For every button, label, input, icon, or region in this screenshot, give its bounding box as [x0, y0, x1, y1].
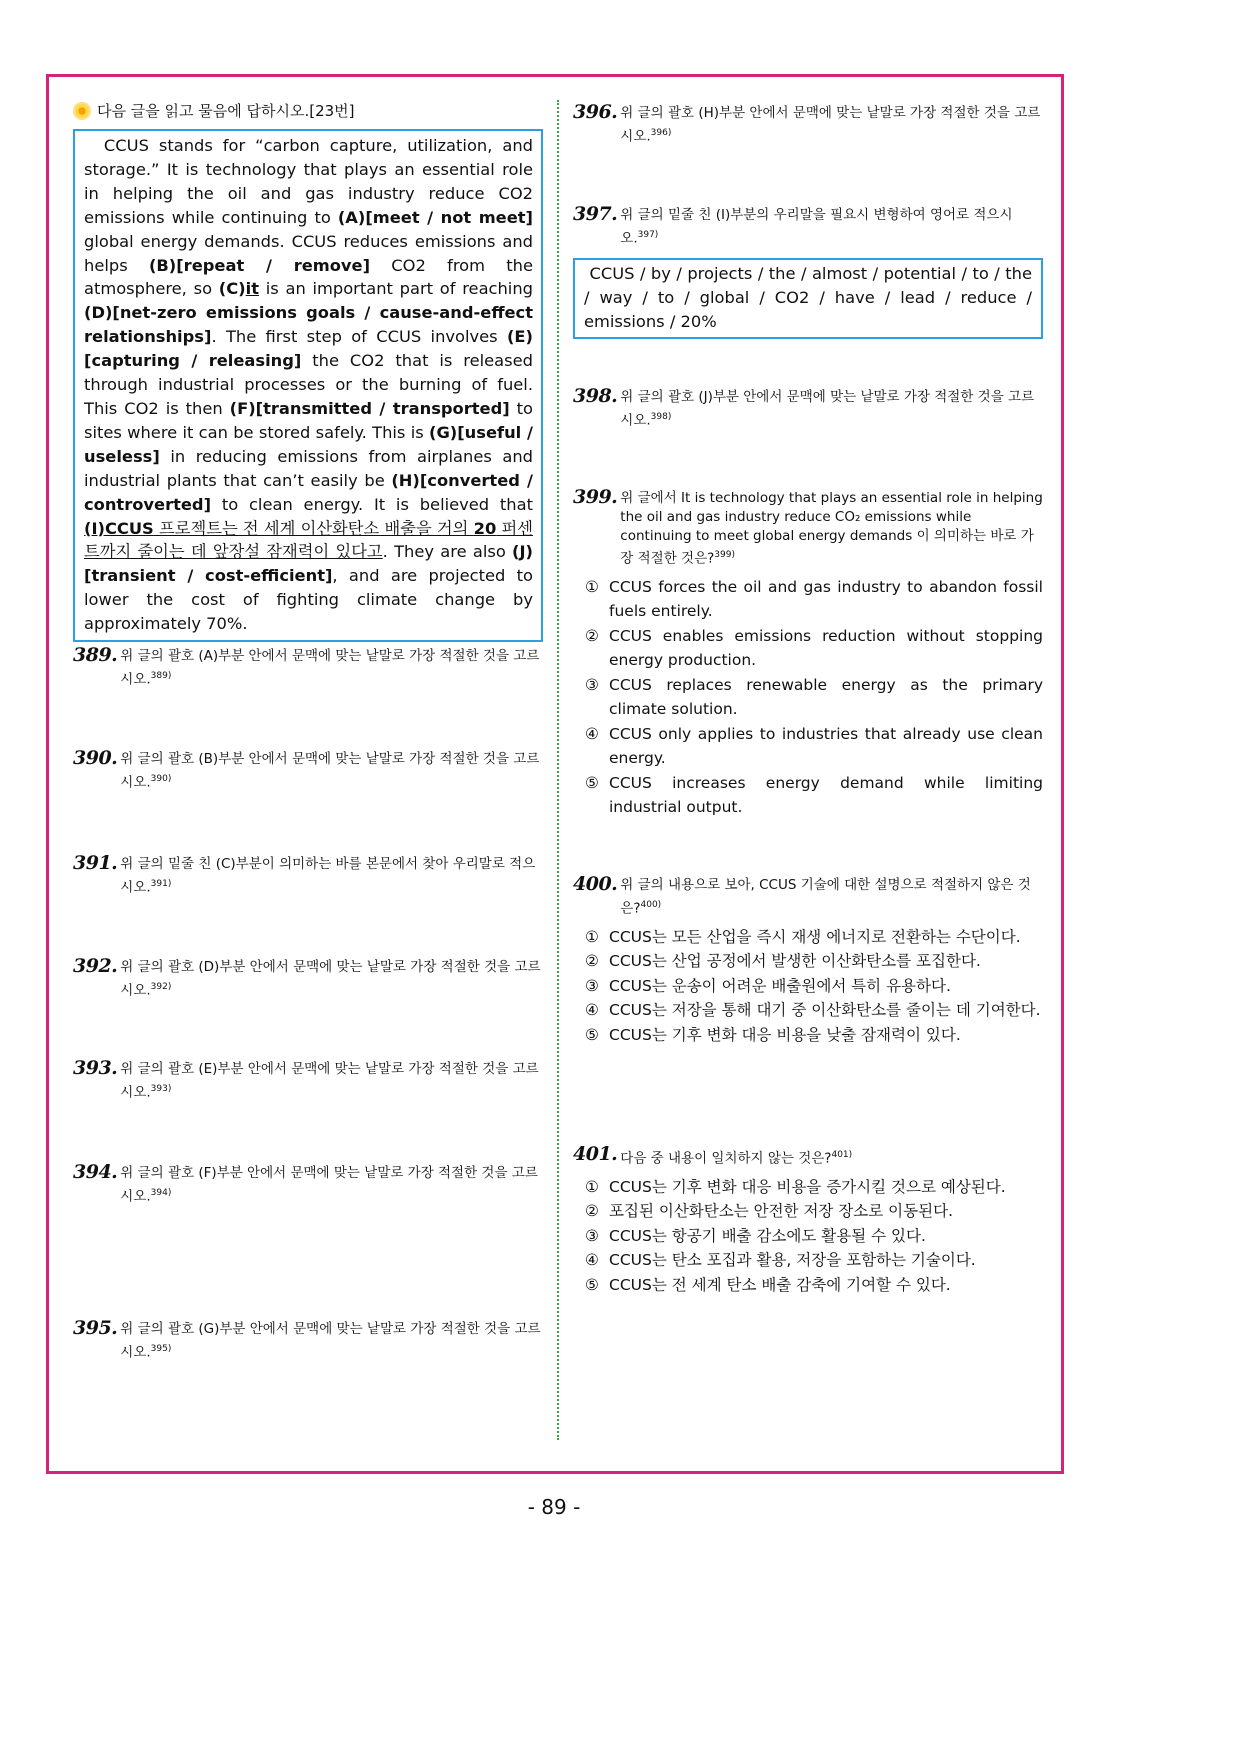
question-number: 389. — [73, 644, 118, 666]
passage-segment: it — [245, 279, 259, 299]
instruction-text: 다음 글을 읽고 물음에 답하시오.[23번] — [97, 102, 355, 120]
question-390 — [73, 748, 543, 793]
option-number: ① — [585, 1177, 599, 1196]
passage-segment: (G)[useful / useless] — [84, 422, 533, 466]
answer-option — [573, 925, 1043, 950]
option-text: CCUS는 운송이 어려운 배출원에서 특히 유용하다. — [609, 976, 951, 995]
answer-option — [573, 974, 1043, 999]
answer-option — [573, 771, 1043, 820]
question-399 — [573, 488, 1043, 820]
footnote-ref: 399) — [714, 550, 735, 560]
passage-segment: . They are also — [382, 542, 513, 562]
footnote-ref: 390) — [150, 774, 172, 784]
option-text: CCUS는 산업 공정에서 발생한 이산화탄소를 포집한다. — [609, 952, 981, 970]
option-text: CCUS는 전 세계 탄소 배출 감축에 기여할 수 있다. — [609, 1275, 951, 1294]
footnote-ref: 401) — [831, 1150, 853, 1160]
question-394 — [73, 1162, 543, 1207]
passage-segment: (H)[converted / controverted] — [84, 470, 533, 514]
option-number: ⑤ — [585, 773, 599, 792]
passage-segment: (F)[transmitted / transported] — [229, 398, 510, 418]
passage-segment: global energy demands. CCUS reduces emissions and helps — [84, 231, 533, 275]
scrambled-words: CCUS / by / projects / the / almost / potential / to / the / way / to / global / CO2 / have / lead / reduce / emissions / 20% — [584, 263, 1032, 331]
passage-segment: in reducing emissions from airplanes and industrial plants that can’t easily be — [84, 446, 533, 490]
answer-option — [573, 722, 1043, 771]
question-number: 394. — [73, 1161, 118, 1183]
option-text: CCUS는 기후 변화 대응 비용을 낮출 잠재력이 있다. — [609, 1025, 961, 1044]
footnote-ref: 397) — [637, 230, 659, 240]
question-401 — [573, 1144, 1043, 1297]
question-text: 위 글의 괄호 (G)부분 안에서 문맥에 맞는 낱말로 가장 적절한 것을 고르시오. — [120, 1321, 541, 1361]
passage-segment: CO2 from the atmosphere, so — [84, 255, 533, 299]
option-number: ③ — [585, 976, 599, 995]
passage-segment: to sites where it can be stored safely. This is — [84, 398, 533, 442]
question-396 — [573, 102, 1043, 147]
passage-segment: 20 — [473, 518, 497, 538]
passage-segment: (D)[net-zero emissions goals / cause-and-effect relationships] — [84, 303, 533, 347]
footnote-ref: 393) — [150, 1084, 172, 1094]
passage-segment: (B)[repeat / remove] — [148, 255, 371, 275]
footnote-ref: 395) — [150, 1344, 172, 1354]
question-number: 396. — [573, 101, 618, 123]
answer-option — [573, 1273, 1043, 1298]
reading-passage — [73, 129, 543, 642]
options-401 — [573, 1175, 1043, 1298]
passage-segment: (I)CCUS — [84, 518, 154, 538]
option-number: ① — [585, 577, 599, 596]
question-400 — [573, 874, 1043, 1047]
question-text: 위 글의 밑줄 친 (C)부분이 의미하는 바를 본문에서 찾아 우리말로 적으시오. — [120, 856, 536, 896]
question-number: 390. — [73, 747, 118, 769]
page-number: - 89 - — [527, 1495, 581, 1519]
question-number: 395. — [73, 1317, 118, 1339]
option-text: CCUS는 저장을 통해 대기 중 이산화탄소를 줄이는 데 기여한다. — [609, 1001, 1041, 1019]
question-395 — [73, 1318, 543, 1363]
passage-segment: (C) — [218, 279, 246, 299]
passage-segment: (E)[capturing / releasing] — [84, 327, 533, 371]
passage-segment: the CO2 that is released through industrial processes or the burning of fuel. This CO2 is then — [84, 351, 533, 418]
options-400 — [573, 925, 1043, 1048]
option-number: ④ — [585, 1251, 599, 1269]
question-text: 위 글에서 It is technology that plays an essential role in helping the oil and gas industry reduce CO₂ emissions while continuing to meet global energy demands 이 의미하는 바로 가장 적절한 것은? — [620, 490, 1043, 567]
footnote-ref: 396) — [650, 128, 672, 138]
question-text: 위 글의 괄호 (E)부분 안에서 문맥에 맞는 낱말로 가장 적절한 것을 고르시오. — [120, 1061, 539, 1101]
option-number: ② — [585, 952, 599, 970]
question-text: 위 글의 괄호 (F)부분 안에서 문맥에 맞는 낱말로 가장 적절한 것을 고르시오. — [120, 1165, 538, 1205]
option-text: CCUS enables emissions reduction without stopping energy production. — [609, 626, 1043, 669]
footnote-ref: 391) — [150, 879, 172, 889]
question-number: 401. — [573, 1143, 618, 1165]
question-number: 400. — [573, 873, 618, 895]
question-text: 위 글의 밑줄 친 (I)부분의 우리말을 필요시 변형하여 영어로 적으시오. — [620, 207, 1013, 247]
column-divider — [557, 100, 559, 1440]
question-number: 399. — [573, 486, 618, 508]
option-text: CCUS forces the oil and gas industry to abandon fossil fuels entirely. — [609, 577, 1043, 620]
question-text: 위 글의 내용으로 보아, CCUS 기술에 대한 설명으로 적절하지 않은 것은? — [620, 877, 1031, 917]
passage-segment: (J)[transient / cost-efficient] — [84, 542, 533, 586]
option-text: CCUS increases energy demand while limiting industrial output. — [609, 773, 1043, 816]
passage-segment: (A)[meet / not meet] — [337, 207, 533, 227]
word-box — [573, 258, 1043, 339]
footnote-ref: 394) — [150, 1188, 172, 1198]
answer-option — [573, 1199, 1043, 1224]
instruction-line — [73, 100, 543, 121]
answer-option — [573, 673, 1043, 722]
option-number: ① — [585, 927, 599, 946]
question-text: 다음 중 내용이 일치하지 않는 것은? — [620, 1150, 832, 1167]
answer-option — [573, 1023, 1043, 1048]
footnote-ref: 389) — [150, 671, 172, 681]
passage-segment: , and are projected to lower the cost of fighting climate change by approximately 70%. — [84, 566, 533, 634]
options-399 — [573, 575, 1043, 820]
footnote-ref: 392) — [150, 982, 172, 992]
answer-option — [573, 949, 1043, 974]
passage-segment: to clean energy. It is believed that — [211, 494, 533, 514]
question-number: 391. — [73, 852, 118, 874]
option-text: 포집된 이산화탄소는 안전한 저장 장소로 이동된다. — [609, 1202, 953, 1220]
question-number: 397. — [573, 203, 618, 225]
option-number: ② — [585, 626, 599, 645]
footnote-ref: 398) — [650, 412, 672, 422]
question-391 — [73, 853, 543, 898]
option-text: CCUS only applies to industries that already use clean energy. — [609, 724, 1043, 767]
option-number: ④ — [585, 1001, 599, 1019]
option-text: CCUS는 기후 변화 대응 비용을 증가시킬 것으로 예상된다. — [609, 1177, 1006, 1196]
passage-segment: CCUS stands for “carbon capture, utilization, and storage.” It is technology that plays an essential role in helping the oil and gas industry reduce CO2 emissions while continuing to — [84, 136, 533, 227]
option-text: CCUS는 항공기 배출 감소에도 활용될 수 있다. — [609, 1226, 926, 1245]
option-number: ⑤ — [585, 1275, 599, 1294]
answer-option — [573, 1175, 1043, 1200]
question-number: 393. — [73, 1057, 118, 1079]
option-text: CCUS replaces renewable energy as the primary climate solution. — [609, 675, 1043, 718]
option-number: ③ — [585, 675, 599, 694]
footnote-ref: 400) — [640, 900, 662, 910]
question-text: 위 글의 괄호 (A)부분 안에서 문맥에 맞는 낱말로 가장 적절한 것을 고르시오. — [120, 648, 540, 688]
question-392 — [73, 956, 543, 1001]
option-text: CCUS는 탄소 포집과 활용, 저장을 포함하는 기술이다. — [609, 1251, 976, 1269]
answer-option — [573, 624, 1043, 673]
question-397 — [573, 204, 1043, 339]
question-393 — [73, 1058, 543, 1103]
question-number: 392. — [73, 955, 118, 977]
question-398 — [573, 386, 1043, 431]
passage-segment: is an important part of reaching — [259, 279, 533, 299]
question-text: 위 글의 괄호 (H)부분 안에서 문맥에 맞는 낱말로 가장 적절한 것을 고르시오. — [620, 105, 1041, 145]
answer-option — [573, 575, 1043, 624]
flower-icon — [73, 102, 91, 120]
answer-option — [573, 1248, 1043, 1273]
question-number: 398. — [573, 385, 618, 407]
option-number: ② — [585, 1202, 599, 1220]
answer-option — [573, 998, 1043, 1023]
option-number: ⑤ — [585, 1025, 599, 1044]
left-column — [73, 100, 543, 1361]
answer-option — [573, 1224, 1043, 1249]
passage-segment: 퍼센트까지 줄이는 데 앞장설 잠재력이 있다고 — [84, 518, 533, 562]
passage-segment: . The first step of CCUS involves — [211, 327, 507, 347]
passage-segment: 프로젝트는 전 세계 이산화탄소 배출을 거의 — [153, 518, 474, 538]
option-text: CCUS는 모든 산업을 즉시 재생 에너지로 전환하는 수단이다. — [609, 927, 1021, 946]
question-text: 위 글의 괄호 (D)부분 안에서 문맥에 맞는 낱말로 가장 적절한 것을 고르시오. — [120, 959, 541, 999]
question-389 — [73, 645, 543, 690]
option-number: ④ — [585, 724, 599, 743]
question-text: 위 글의 괄호 (J)부분 안에서 문맥에 맞는 낱말로 가장 적절한 것을 고르시오. — [620, 389, 1035, 429]
option-number: ③ — [585, 1226, 599, 1245]
question-text: 위 글의 괄호 (B)부분 안에서 문맥에 맞는 낱말로 가장 적절한 것을 고르시오. — [120, 751, 540, 791]
